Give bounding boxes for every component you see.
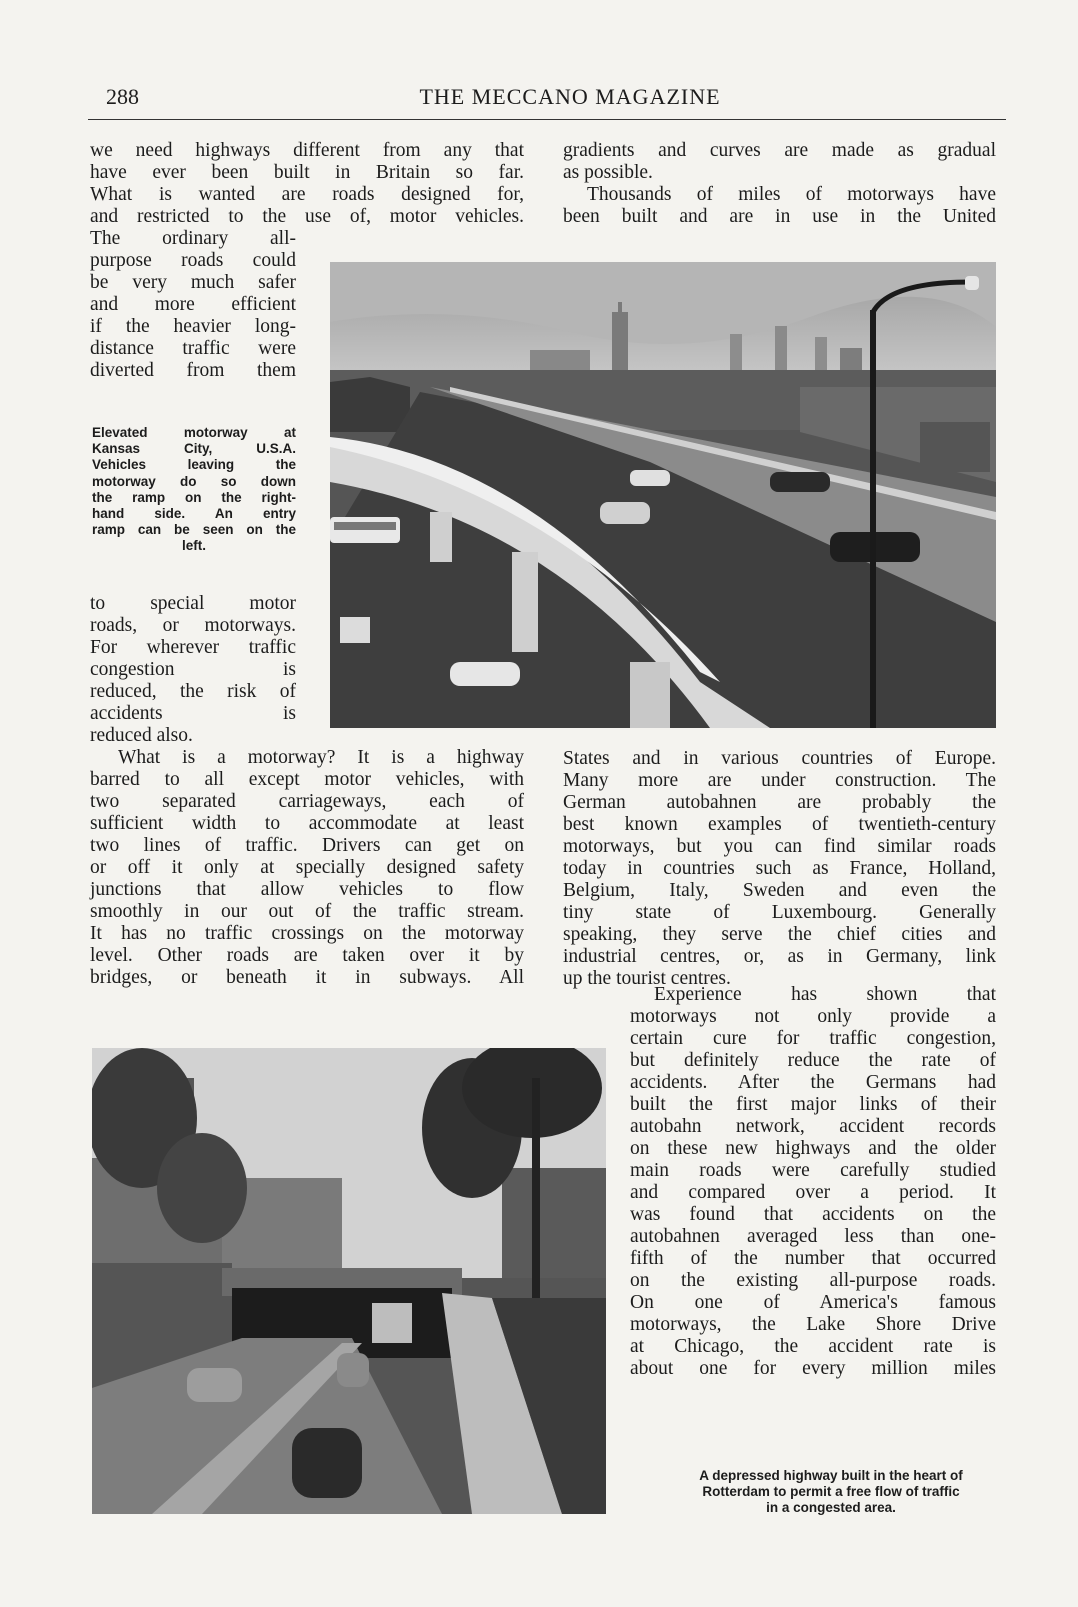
text-line: been built and are in use in the United (563, 206, 996, 227)
text-line: at Chicago, the accident rate is (630, 1336, 996, 1357)
photo-caption-top: Elevated motorway at Kansas City, U.S.A. Vehicles leaving the motorway do so down the ramp on the right- hand side. An entry ramp can be seen on the left. (92, 425, 296, 554)
text-line: On one of America's famous (630, 1292, 996, 1313)
text-line: motorways, the Lake Shore Drive (630, 1314, 996, 1335)
photo-caption-bottom: A depressed highway built in the heart of Rotterdam to permit a free flow of traffic in a congested area. (699, 1468, 963, 1515)
text-line: best known examples of twentieth-century (563, 814, 996, 835)
photo-elevated-motorway (330, 262, 996, 728)
text-line: States and in various countries of Europe. (563, 748, 996, 769)
text-line: Experience has shown that (654, 984, 996, 1005)
right-column-top (563, 140, 996, 228)
text-line: fifth of the number that occurred (630, 1248, 996, 1269)
text-line: speaking, they serve the chief cities and (563, 924, 996, 945)
photo-depressed-highway (92, 1048, 606, 1514)
text-line: What is a motorway? It is a highway (118, 747, 524, 768)
text-line: industrial centres, or, as in Germany, link (563, 946, 996, 967)
text-line: reduced also. (90, 725, 193, 746)
text-line: junctions that allow vehicles to flow (90, 879, 524, 900)
text-line: and more efficient (90, 294, 296, 315)
text-line: purpose roads could (90, 250, 296, 271)
text-line: we need highways different from any that (90, 140, 524, 161)
left-wrap-text-2 (90, 593, 296, 747)
text-line: built the first major links of their (630, 1094, 996, 1115)
text-line: distance traffic were (90, 338, 296, 359)
text-line: roads, or motorways. (90, 615, 296, 636)
depressed-highway-image (92, 1048, 606, 1514)
right-column-middle (563, 748, 996, 990)
text-line: German autobahnen are probably the (563, 792, 996, 813)
text-line: It has no traffic crossings on the motorway (90, 923, 524, 944)
page-number: 288 (106, 84, 139, 109)
text-line: main roads were carefully studied (630, 1160, 996, 1181)
text-line: if the heavier long- (90, 316, 296, 337)
text-line: tiny state of Luxembourg. Generally (563, 902, 996, 923)
text-line: was found that accidents on the (630, 1204, 996, 1225)
text-line: or off it only at specially designed safety (90, 857, 524, 878)
text-line: gradients and curves are made as gradual (563, 140, 996, 161)
text-line: reduced, the risk of (90, 681, 296, 702)
text-line: and restricted to the use of, motor vehicles. (90, 206, 524, 227)
text-line: smoothly in our out of the traffic stream. (90, 901, 524, 922)
text-line: but definitely reduce the rate of (630, 1050, 996, 1071)
elevated-motorway-image (330, 262, 996, 728)
magazine-title: THE MECCANO MAGAZINE (419, 84, 721, 109)
text-line: on these new highways and the older (630, 1138, 996, 1159)
text-line: The ordinary all- (90, 228, 296, 249)
text-line: Belgium, Italy, Sweden and even the (563, 880, 996, 901)
text-line: be very much safer (90, 272, 296, 293)
right-wrap-text (630, 984, 996, 1380)
text-line: level. Other roads are taken over it by (90, 945, 524, 966)
text-line: have ever been built in Britain so far. (90, 162, 524, 183)
text-line: What is wanted are roads designed for, (90, 184, 524, 205)
left-column-top (90, 140, 524, 228)
text-line: two lines of traffic. Drivers can get on (90, 835, 524, 856)
text-line: autobahn network, accident records (630, 1116, 996, 1137)
header-rule (88, 119, 1006, 120)
text-line: Many more are under construction. The (563, 770, 996, 791)
text-line: barred to all except motor vehicles, with (90, 769, 524, 790)
text-line: accidents is (90, 703, 296, 724)
text-line: sufficient width to accommodate at least (90, 813, 524, 834)
left-wrap-text (90, 228, 296, 382)
text-line: to special motor (90, 593, 296, 614)
text-line: congestion is (90, 659, 296, 680)
text-line: two separated carriageways, each of (90, 791, 524, 812)
text-line: on the existing all-purpose roads. (630, 1270, 996, 1291)
text-line: bridges, or beneath it in subways. All (90, 967, 524, 988)
text-line: Thousands of miles of motorways have (587, 184, 996, 205)
text-line: diverted from them (90, 360, 296, 381)
text-line: up the tourist centres. (563, 968, 731, 989)
text-line: For wherever traffic (90, 637, 296, 658)
text-line: as possible. (563, 162, 653, 183)
text-line: certain cure for traffic congestion, (630, 1028, 996, 1049)
text-line: motorways, but you can find similar roads (563, 836, 996, 857)
text-line: accidents. After the Germans had (630, 1072, 996, 1093)
left-column-middle (90, 747, 524, 989)
text-line: motorways not only provide a (630, 1006, 996, 1027)
text-line: about one for every million miles (630, 1358, 996, 1379)
text-line: and compared over a period. It (630, 1182, 996, 1203)
text-line: autobahnen averaged less than one- (630, 1226, 996, 1247)
text-line: today in countries such as France, Holland, (563, 858, 996, 879)
